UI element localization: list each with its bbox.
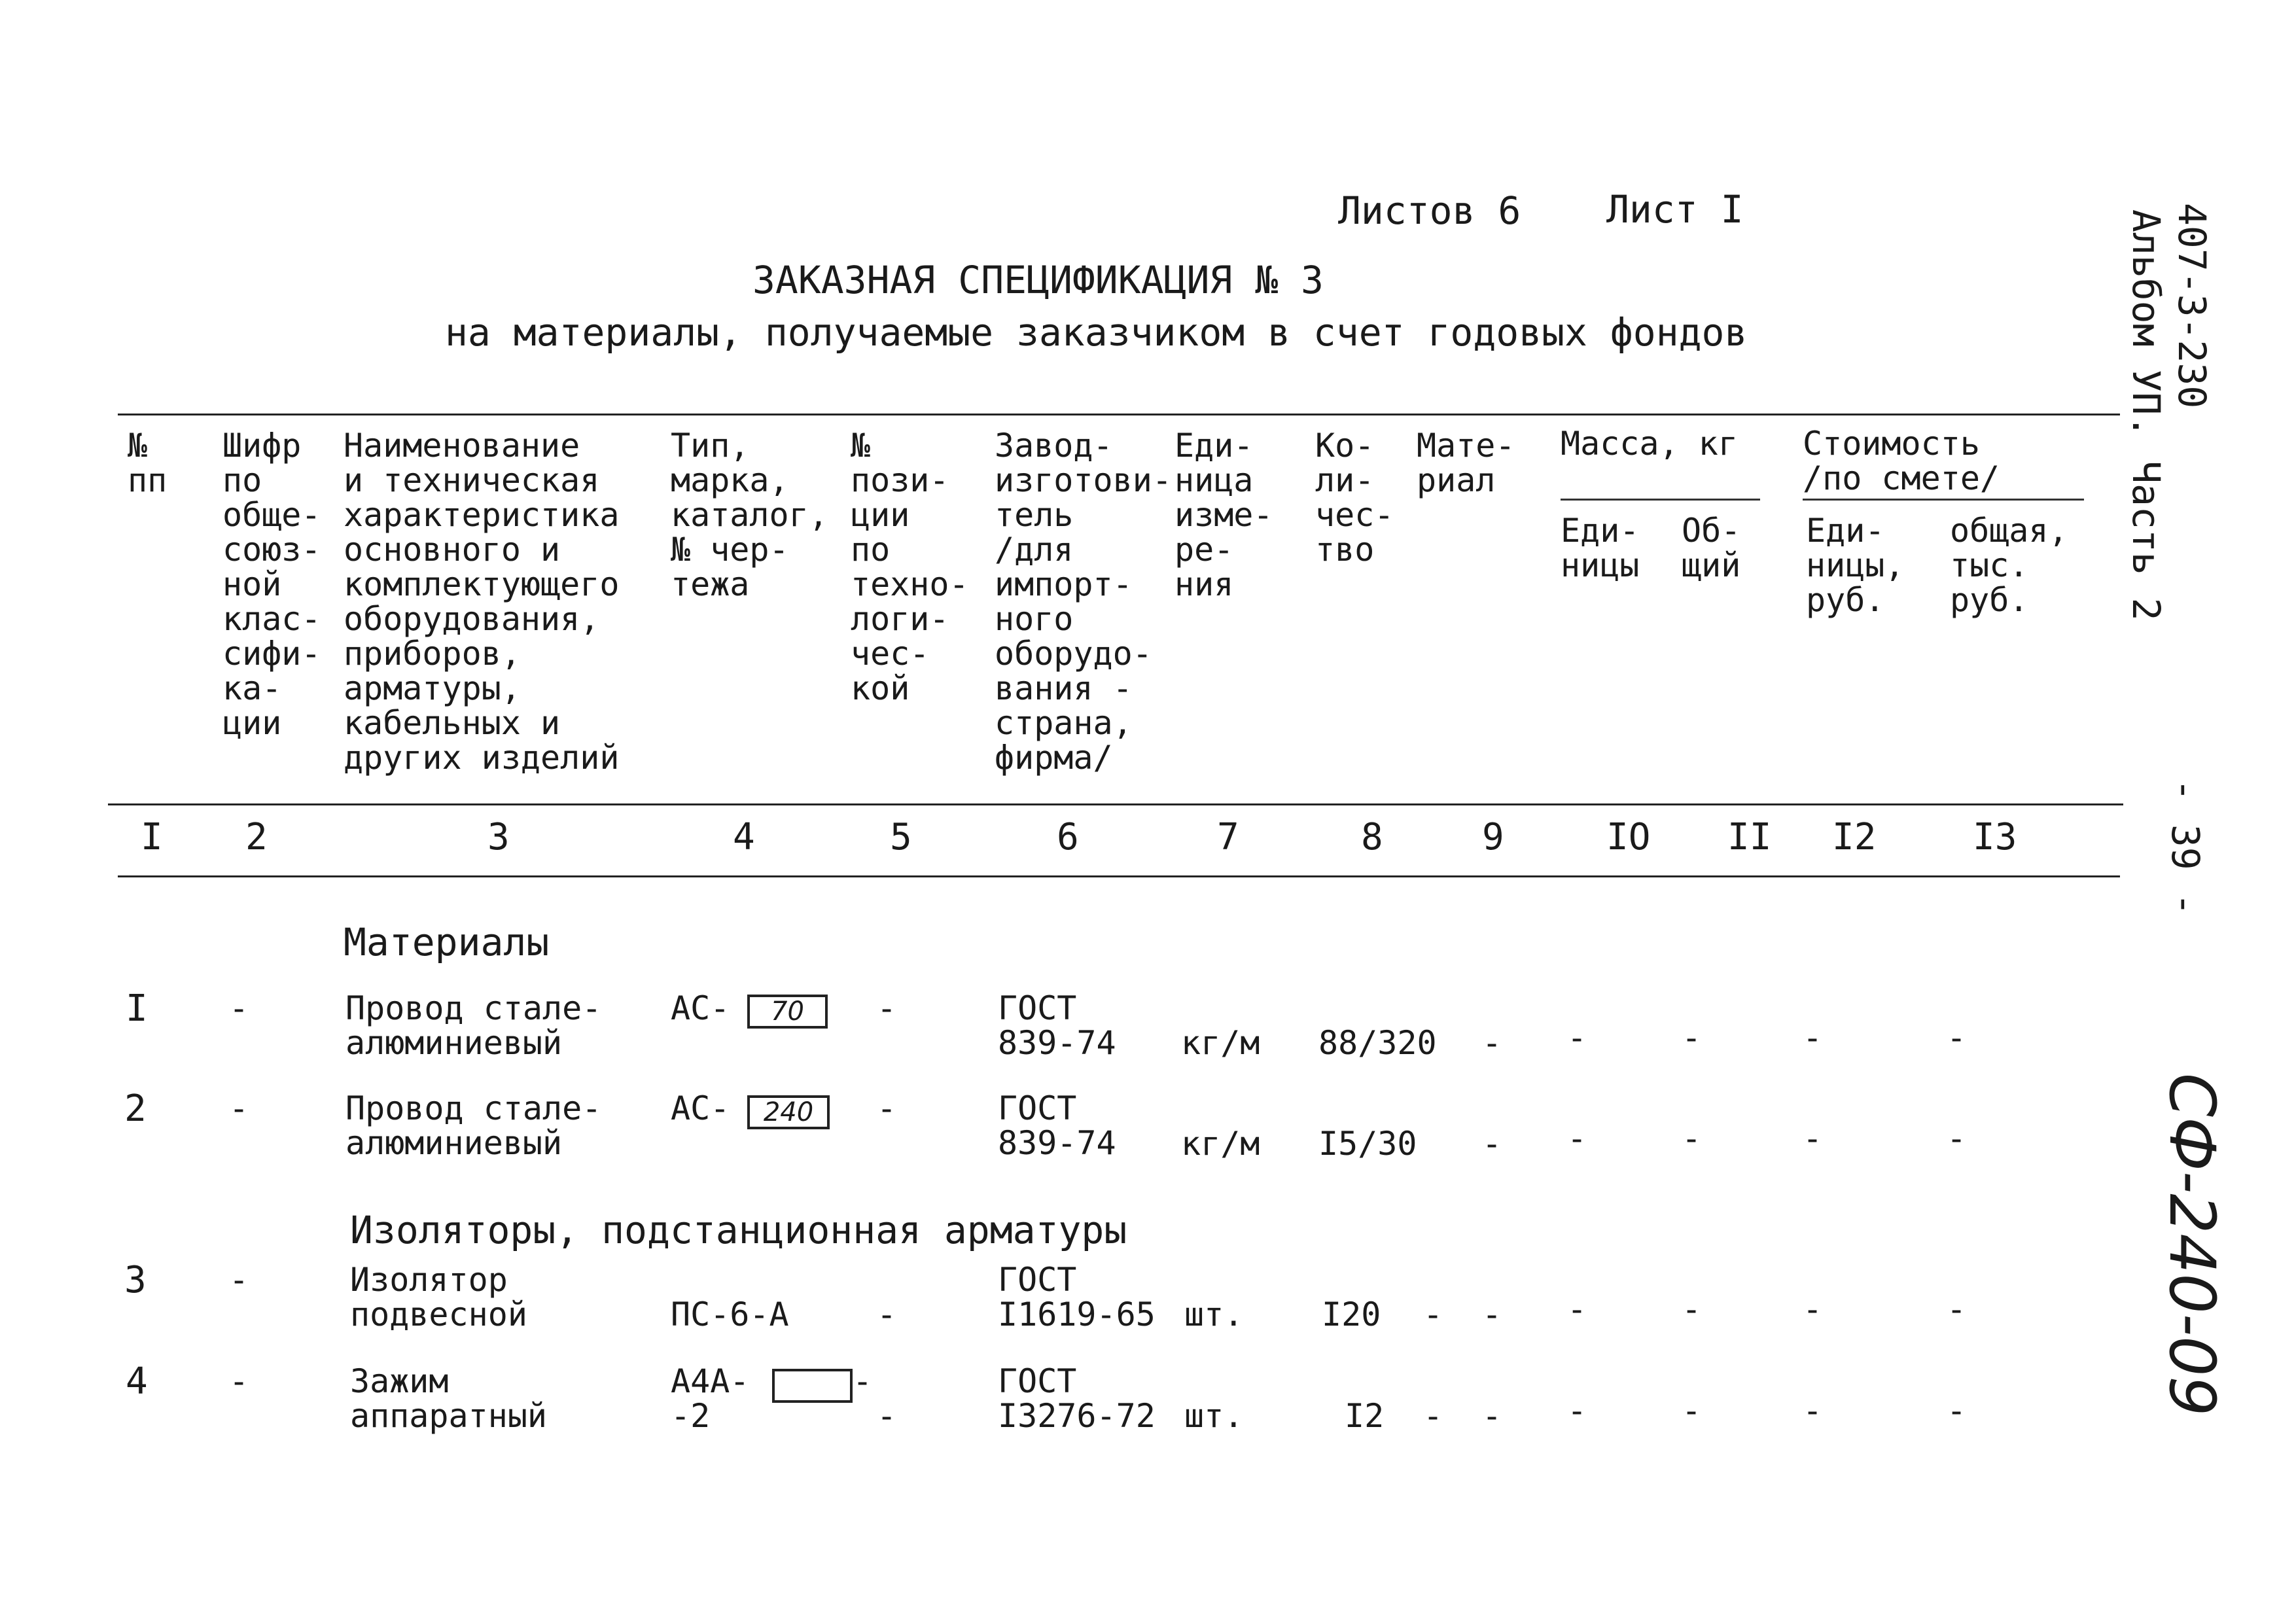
row-name: Провод стале- алюминиевый bbox=[345, 1089, 602, 1162]
mass-header-rule bbox=[1561, 499, 1760, 501]
section-title-insulators: Изоляторы, подстанционная арматуры bbox=[350, 1208, 1127, 1252]
row-manufacturer: ГОСТ I3276-72 bbox=[998, 1362, 1156, 1435]
column-number-9: 9 bbox=[1482, 816, 1504, 858]
column-number-6: 6 bbox=[1057, 816, 1079, 858]
row-type: АС- bbox=[671, 989, 730, 1027]
header-quantity: Ко- ли- чес- тво bbox=[1315, 427, 1394, 569]
row-name: Зажим аппаратный bbox=[350, 1362, 548, 1435]
row-cost-unit: - bbox=[1803, 1019, 1823, 1057]
header-name: Наименование и техническая характеристика основного и комплектующего оборудования, приборов, арматуры, кабельных и других изделий bbox=[344, 427, 620, 777]
row-material: - bbox=[1423, 1296, 1443, 1333]
row-unit: шт. bbox=[1184, 1296, 1244, 1333]
row-code: - bbox=[229, 989, 249, 1027]
spec-subtitle: на материалы, получаемые заказчиком в счет годовых фондов bbox=[445, 310, 1748, 355]
table-numbers-rule bbox=[118, 875, 2120, 877]
row-number: 2 bbox=[124, 1087, 147, 1130]
row-material: - bbox=[1482, 1125, 1502, 1163]
row-extra-dash: - bbox=[1482, 1397, 1502, 1435]
row-number: 3 bbox=[124, 1259, 147, 1301]
sheets-total: Листов 6 bbox=[1338, 188, 1521, 233]
column-number-1: I bbox=[141, 816, 163, 858]
column-number-5: 5 bbox=[890, 816, 912, 858]
column-number-10: IO bbox=[1606, 816, 1651, 858]
column-number-7: 7 bbox=[1217, 816, 1239, 858]
row-extra-dash: - bbox=[1482, 1296, 1502, 1333]
column-number-13: I3 bbox=[1973, 816, 2017, 858]
margin-album: Альбом УП. Часть 2 bbox=[2124, 209, 2168, 621]
column-number-4: 4 bbox=[733, 816, 755, 858]
header-position: № пози- ции по техно- логи- чес- кой bbox=[851, 427, 969, 707]
row-quantity: I2 bbox=[1345, 1397, 1385, 1435]
row-position: - bbox=[877, 1089, 897, 1127]
row-code: - bbox=[229, 1362, 249, 1400]
row-type-box: 240 bbox=[747, 1095, 830, 1129]
section-title-materials: Материалы bbox=[344, 920, 550, 964]
header-mass-total: Об- щий bbox=[1682, 512, 1741, 584]
row-material: - bbox=[1423, 1397, 1443, 1435]
row-quantity: I5/30 bbox=[1318, 1125, 1417, 1163]
cost-header-rule bbox=[1803, 499, 2084, 501]
row-mass-total: - bbox=[1682, 1019, 1702, 1057]
row-material: - bbox=[1482, 1024, 1502, 1062]
row-position: - bbox=[877, 989, 897, 1027]
row-position: - bbox=[877, 1296, 897, 1333]
row-mass-unit: - bbox=[1567, 1019, 1587, 1057]
row-type: А4А- bbox=[671, 1362, 750, 1400]
row-mass-unit: - bbox=[1567, 1392, 1587, 1430]
column-number-11: II bbox=[1727, 816, 1772, 858]
table-header-rule bbox=[108, 803, 2123, 805]
row-quantity: 88/320 bbox=[1318, 1024, 1437, 1062]
margin-page-number: - 39 - bbox=[2163, 779, 2208, 916]
row-name: Изолятор подвесной bbox=[350, 1261, 527, 1333]
header-cost: Стоимость /по смете/ bbox=[1803, 425, 2000, 497]
sheet-number: Лист I bbox=[1606, 187, 1744, 232]
row-mass-total: - bbox=[1682, 1120, 1702, 1157]
row-mass-unit: - bbox=[1567, 1120, 1587, 1157]
row-mass-unit: - bbox=[1567, 1290, 1587, 1328]
row-unit: кг/м bbox=[1181, 1125, 1260, 1163]
header-cost-unit: Еди- ницы, руб. bbox=[1806, 512, 1905, 619]
row-unit: шт. bbox=[1184, 1397, 1244, 1435]
header-no: № пп bbox=[128, 427, 168, 499]
row-type-box: 70 bbox=[747, 995, 828, 1029]
header-type: Тип, марка, каталог, № чер- тежа bbox=[671, 427, 828, 603]
column-number-12: I2 bbox=[1832, 816, 1877, 858]
row-cost-total: - bbox=[1947, 1392, 1967, 1430]
spec-title: ЗАКАЗНАЯ СПЕЦИФИКАЦИЯ № 3 bbox=[752, 258, 1324, 302]
row-number: 4 bbox=[126, 1360, 148, 1403]
header-classifier-code: Шифр по обще- союз- ной клас- сифи- ка- ции bbox=[222, 427, 321, 742]
row-mass-total: - bbox=[1682, 1290, 1702, 1328]
row-cost-total: - bbox=[1947, 1290, 1967, 1328]
row-manufacturer: ГОСТ 839-74 bbox=[998, 989, 1116, 1062]
column-number-3: 3 bbox=[487, 816, 510, 858]
row-cost-unit: - bbox=[1803, 1392, 1823, 1430]
row-code: - bbox=[229, 1261, 249, 1299]
row-quantity: I20 bbox=[1322, 1296, 1381, 1333]
row-cost-total: - bbox=[1947, 1120, 1967, 1157]
row-cost-unit: - bbox=[1803, 1290, 1823, 1328]
row-position: - bbox=[877, 1397, 897, 1435]
row-type-suffix: -2 bbox=[671, 1397, 711, 1435]
row-manufacturer: ГОСТ 839-74 bbox=[998, 1089, 1116, 1162]
row-type: АС- bbox=[671, 1089, 730, 1127]
row-code: - bbox=[229, 1089, 249, 1127]
header-mass-unit: Еди- ницы bbox=[1561, 512, 1640, 584]
row-number: I bbox=[126, 987, 148, 1030]
header-cost-total: общая, тыс. руб. bbox=[1950, 512, 2068, 619]
header-material: Мате- риал bbox=[1417, 427, 1515, 499]
row-type-box bbox=[772, 1369, 853, 1403]
row-cost-total: - bbox=[1947, 1019, 1967, 1057]
row-cost-unit: - bbox=[1803, 1120, 1823, 1157]
row-type-dash: - bbox=[853, 1362, 873, 1400]
header-unit: Еди- ница изме- ре- ния bbox=[1174, 427, 1273, 603]
margin-project-code: 407-3-230 bbox=[2170, 203, 2214, 409]
row-mass-total: - bbox=[1682, 1392, 1702, 1430]
margin-doc-code: СФ-240-09 bbox=[2155, 1073, 2229, 1417]
header-manufacturer: Завод- изготови- тель /для импорт- ного оборудо- вания - страна, фирма/ bbox=[995, 427, 1172, 777]
row-name: Провод стале- алюминиевый bbox=[345, 989, 602, 1062]
column-number-2: 2 bbox=[245, 816, 268, 858]
row-manufacturer: ГОСТ I1619-65 bbox=[998, 1261, 1156, 1333]
table-top-rule bbox=[118, 414, 2120, 415]
column-number-8: 8 bbox=[1361, 816, 1383, 858]
row-unit: кг/м bbox=[1181, 1024, 1260, 1062]
header-mass: Масса, кг bbox=[1561, 425, 1738, 463]
row-type: ПС-6-А bbox=[671, 1296, 789, 1333]
